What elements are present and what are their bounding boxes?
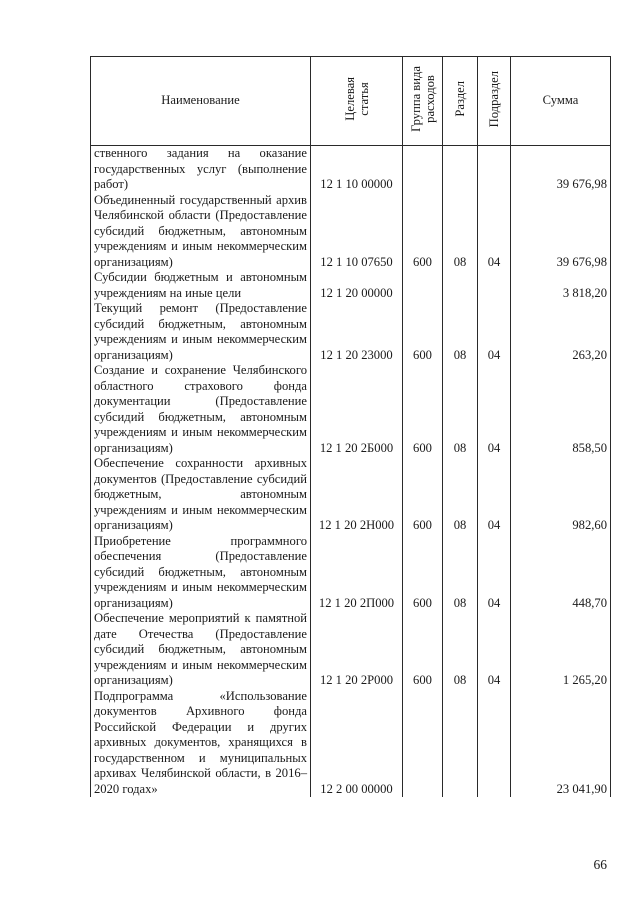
header-name: Наименование	[91, 57, 311, 146]
row-subsection: 04	[478, 456, 511, 534]
row-expense-group	[403, 689, 443, 798]
row-target-article: 12 1 10 07650	[311, 193, 403, 271]
row-amount: 263,20	[511, 301, 611, 363]
row-name: Субсидии бюджетным и автономным учреждениям на иные цели	[91, 270, 311, 301]
table-row	[91, 363, 611, 456]
row-section: 08	[443, 301, 478, 363]
row-name: Объединенный государственный архив Челябинской области (Предоставление субсидий бюджетным, автономным учреждениям и иным некоммерческим организациям)	[91, 193, 311, 271]
row-amount: 23 041,90	[511, 689, 611, 798]
row-subsection: 04	[478, 363, 511, 456]
row-target-article: 12 1 20 2Р000	[311, 611, 403, 689]
row-name: ственного задания на оказание государственных услуг (выполнение работ)	[91, 146, 311, 193]
row-amount: 39 676,98	[511, 193, 611, 271]
row-target-article: 12 1 20 2Н000	[311, 456, 403, 534]
row-amount: 858,50	[511, 363, 611, 456]
row-target-article: 12 1 20 2П000	[311, 534, 403, 612]
table-row	[91, 193, 611, 271]
row-subsection: 04	[478, 193, 511, 271]
row-amount: 448,70	[511, 534, 611, 612]
table-row	[91, 270, 611, 301]
row-amount: 1 265,20	[511, 611, 611, 689]
row-expense-group: 600	[403, 534, 443, 612]
row-subsection	[478, 270, 511, 301]
table-header-row	[91, 57, 611, 146]
table-row	[91, 689, 611, 798]
table-row	[91, 534, 611, 612]
table-row	[91, 611, 611, 689]
table-row	[91, 146, 611, 193]
row-subsection: 04	[478, 534, 511, 612]
row-section	[443, 270, 478, 301]
budget-table	[90, 56, 611, 797]
row-expense-group: 600	[403, 301, 443, 363]
row-subsection: 04	[478, 611, 511, 689]
row-subsection	[478, 689, 511, 798]
table-row	[91, 301, 611, 363]
row-section	[443, 146, 478, 193]
row-expense-group	[403, 270, 443, 301]
row-amount: 39 676,98	[511, 146, 611, 193]
row-section: 08	[443, 534, 478, 612]
header-section: Раздел	[443, 57, 478, 146]
row-subsection	[478, 146, 511, 193]
row-name: Текущий ремонт (Предоставление субсидий бюджетным, автономным учреждениям и иным некоммерческим организациям)	[91, 301, 311, 363]
row-section: 08	[443, 611, 478, 689]
row-expense-group: 600	[403, 611, 443, 689]
page-number: 66	[593, 857, 607, 872]
row-expense-group: 600	[403, 193, 443, 271]
row-target-article: 12 1 20 2Б000	[311, 363, 403, 456]
row-name: Обеспечение сохранности архивных документов (Предоставление субсидий бюджетным, автономным учреждениям и иным некоммерческим организациям)	[91, 456, 311, 534]
row-name: Обеспечение мероприятий к памятной дате Отечества (Предоставление субсидий бюджетным, автономным учреждениям и иным некоммерческим организациям)	[91, 611, 311, 689]
row-target-article: 12 2 00 00000	[311, 689, 403, 798]
row-name: Создание и сохранение Челябинского областного страхового фонда документации (Предоставление субсидий бюджетным, автономным учреждениям и иным некоммерческим организациям)	[91, 363, 311, 456]
row-expense-group	[403, 146, 443, 193]
row-expense-group: 600	[403, 456, 443, 534]
header-subsection: Подраздел	[478, 57, 511, 146]
row-amount: 3 818,20	[511, 270, 611, 301]
table-row	[91, 456, 611, 534]
row-target-article: 12 1 20 23000	[311, 301, 403, 363]
row-name: Приобретение программного обеспечения (Предоставление субсидий бюджетным, автономным учреждениям и иным некоммерческим организациям)	[91, 534, 311, 612]
row-section: 08	[443, 193, 478, 271]
row-amount: 982,60	[511, 456, 611, 534]
row-target-article: 12 1 20 00000	[311, 270, 403, 301]
header-target-article: Целевая статья	[311, 57, 403, 146]
row-expense-group: 600	[403, 363, 443, 456]
row-name: Подпрограмма «Использование документов Архивного фонда Российской Федерации и других архивных документов, хранящихся в государственном и муниципальных архивах Челябинской области, в 2016–2020 годах»	[91, 689, 311, 798]
header-expense-group: Группа вида расходов	[403, 57, 443, 146]
row-section	[443, 689, 478, 798]
row-target-article: 12 1 10 00000	[311, 146, 403, 193]
row-section: 08	[443, 363, 478, 456]
row-section: 08	[443, 456, 478, 534]
row-subsection: 04	[478, 301, 511, 363]
header-amount: Сумма	[511, 57, 611, 146]
